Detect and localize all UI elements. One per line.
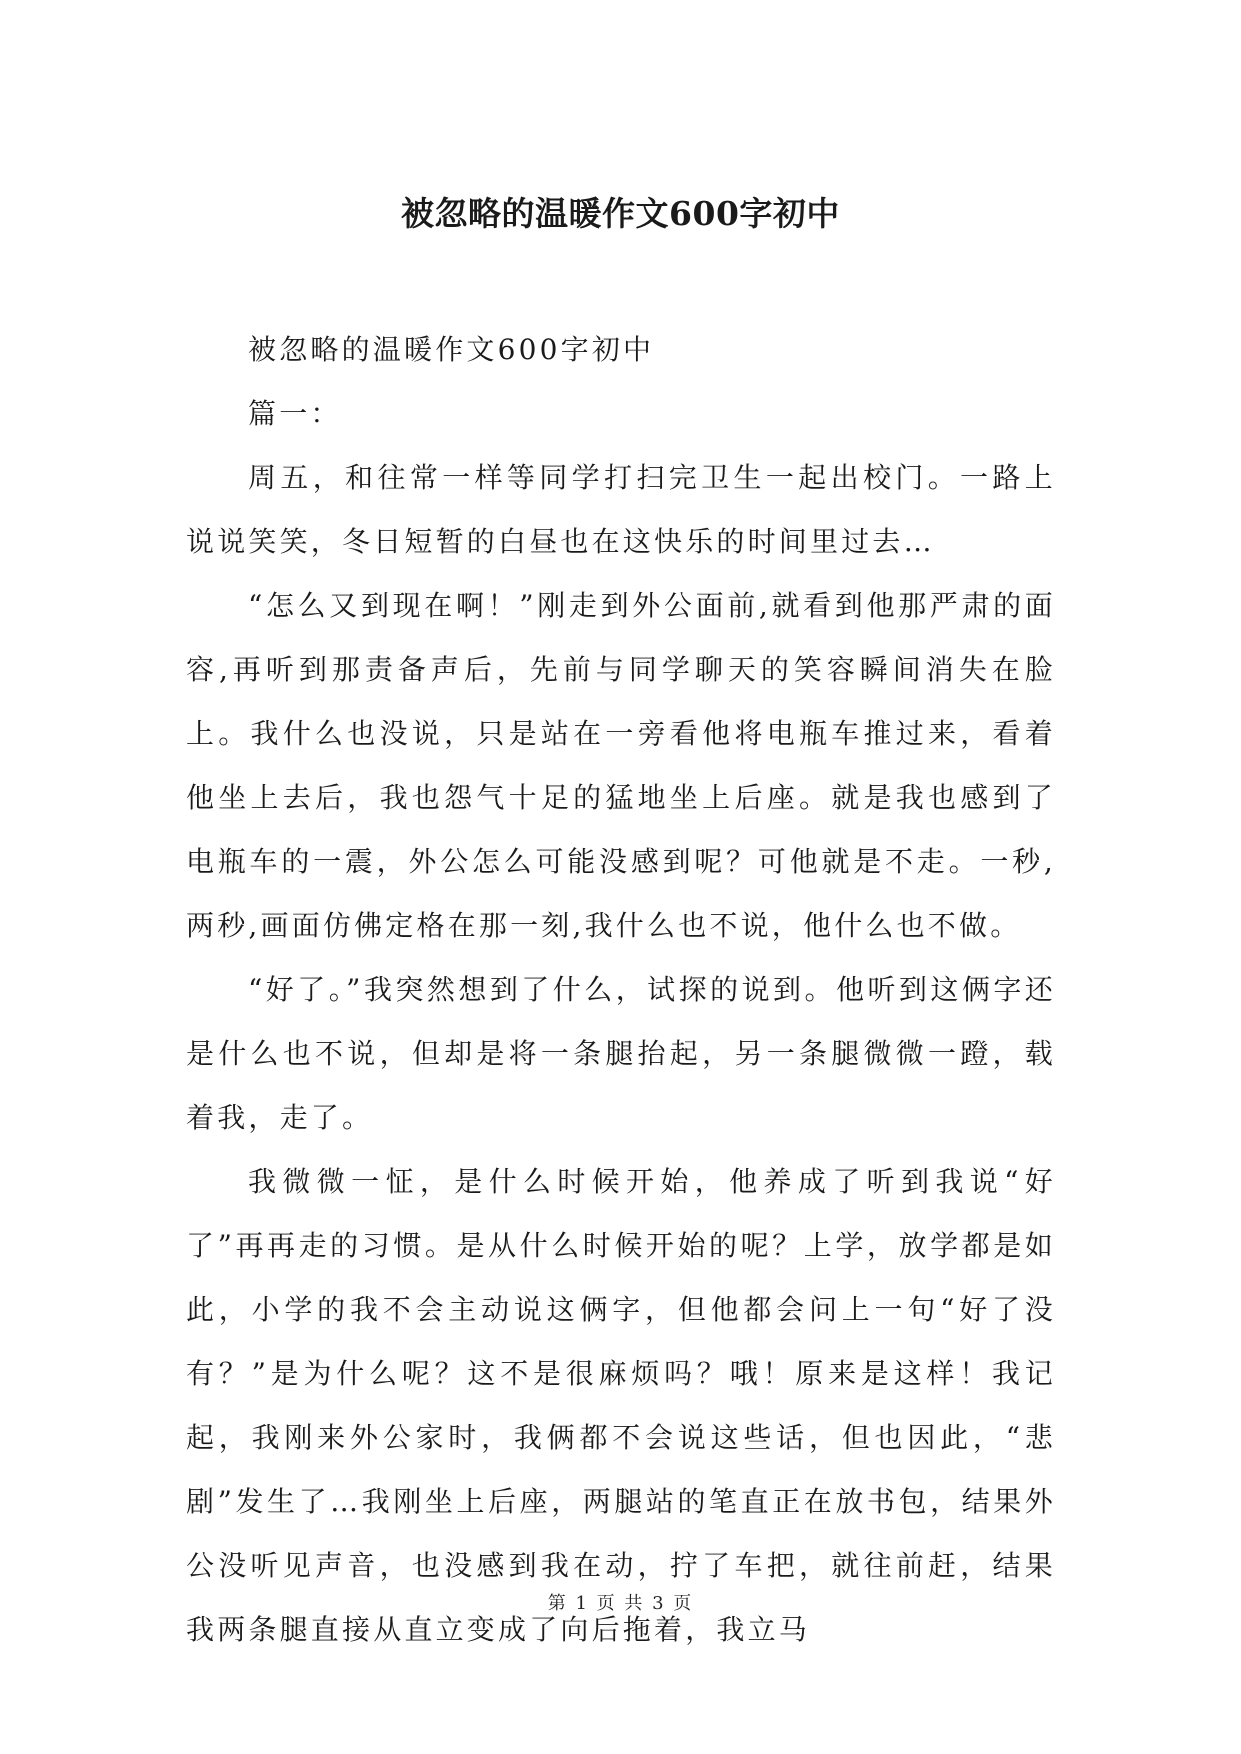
paragraph: “好了。”我突然想到了什么，试探的说到。他听到这俩字还是什么也不说，但却是将一条腿抬起，另一条腿微微一蹬，载着我，走了。 — [186, 973, 1056, 1134]
page-number-footer: 第 1 页 共 3 页 — [547, 1593, 694, 1614]
paragraph: “怎么又到现在啊！”刚走到外公面前,就看到他那严肃的面容,再听到那责备声后，先前与同学聊天的笑容瞬间消失在脸上。我什么也没说，只是站在一旁看他将电瓶车推过来，看着他坐上去后，我也怨气十足的猛地坐上后座。就是我也感到了电瓶车的一震，外公怎么可能没感到呢？可他就是不走。一秒,两秒,画面仿佛定格在那一刻,我什么也不说，他什么也不做。 — [186, 589, 1056, 942]
paragraph-subtitle: 被忽略的温暖作文600字初中 — [248, 333, 655, 366]
paragraph: 我微微一怔，是什么时候开始，他养成了听到我说“好了”再再走的习惯。是从什么时候开始的呢？上学，放学都是如此，小学的我不会主动说这俩字，但他都会问上一句“好了没有？”是为什么呢？这不是很麻烦吗？哦！原来是这样！我记起，我刚来外公家时，我俩都不会说这些话，但也因此，“悲剧”发生了…我刚坐上后座，两腿站的笔直正在放书包，结果外公没听见声音，也没感到我在动，拧了车把，就往前赶，结果我两条腿直接从直立变成了向后拖着，我立马 — [186, 1165, 1056, 1646]
document-body — [186, 318, 1056, 1662]
page-title: 被忽略的温暖作文600字初中 — [401, 194, 840, 233]
paragraph-section-heading: 篇一： — [248, 397, 342, 430]
paragraph: 周五，和往常一样等同学打扫完卫生一起出校门。一路上说说笑笑，冬日短暂的白昼也在这快乐的时间里过去… — [186, 461, 1056, 558]
